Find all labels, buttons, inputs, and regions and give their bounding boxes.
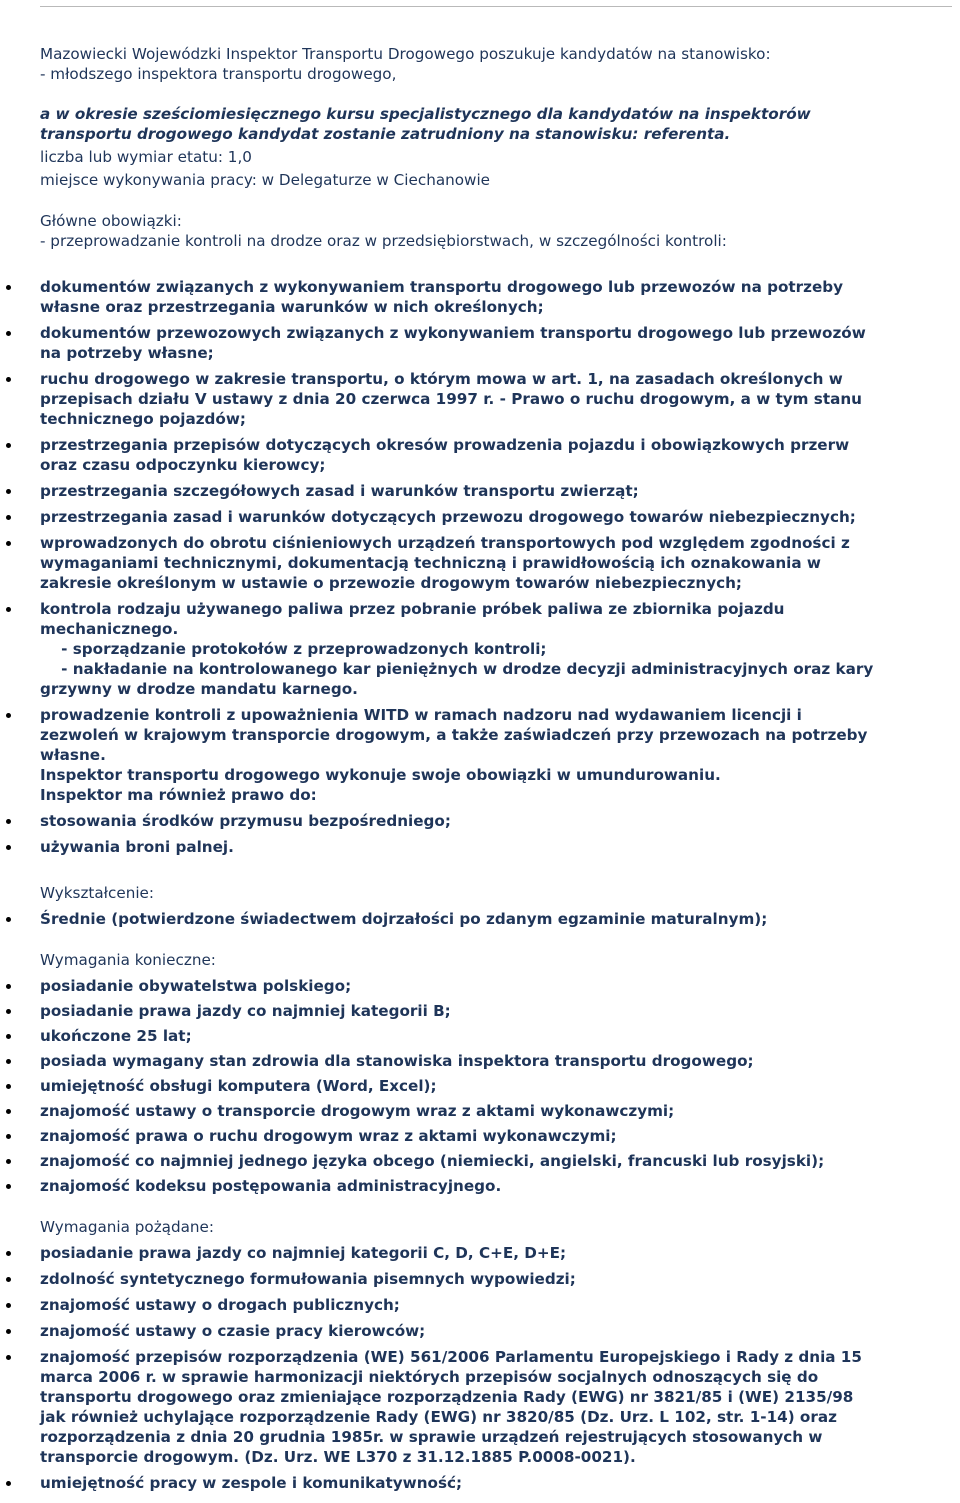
intro-heading-line: - młodszego inspektora transportu drogowego,: [40, 65, 397, 83]
list-item-line: grzywny w drodze mandatu karnego.: [40, 680, 358, 698]
list-item: [40, 369, 952, 429]
job-location: miejsce wykonywania pracy: w Delegaturze w Ciechanowie: [40, 171, 491, 189]
list-item: [40, 1051, 952, 1071]
list-item-line: prowadzenie kontroli z upoważnienia WITD w ramach nadzoru nad wydawaniem licencji i: [40, 706, 802, 724]
list-item-line: - sporządzanie protokołów z przeprowadzonych kontroli;: [40, 640, 547, 658]
education-title: Wykształcenie:: [40, 884, 154, 902]
education-section: [40, 883, 952, 929]
list-item-line: transporcie drogowym. (Dz. Urz. WE L370 z 31.12.1885 P.0008-0021).: [40, 1448, 636, 1466]
required-section: [40, 950, 952, 1196]
duties-title: Główne obowiązki:: [40, 212, 182, 230]
list-item-line: technicznego pojazdów;: [40, 410, 246, 428]
list-item-line: znajomość kodeksu postępowania administracyjnego.: [40, 1177, 502, 1195]
duties-list: [40, 277, 952, 857]
list-item: [40, 1347, 952, 1467]
list-item-line: własne.: [40, 746, 106, 764]
list-item: [40, 323, 952, 363]
list-item: [40, 1473, 952, 1493]
list-item: [40, 1151, 952, 1171]
intro-italic-line: a w okresie sześciomiesięcznego kursu specjalistycznego dla kandydatów na inspektorów: [40, 105, 811, 123]
list-item: [40, 976, 952, 996]
list-item: [40, 1001, 952, 1021]
list-item-line: dokumentów przewozowych związanych z wykonywaniem transportu drogowego lub przewozów: [40, 324, 866, 342]
list-item-line: Średnie (potwierdzone świadectwem dojrzałości po zdanym egzaminie maturalnym);: [40, 910, 768, 928]
list-item-line: posiadanie prawa jazdy co najmniej kategorii C, D, C+E, D+E;: [40, 1244, 567, 1262]
list-item: [40, 435, 952, 475]
list-item: [40, 837, 952, 857]
list-item-line: przestrzegania zasad i warunków dotyczących przewozu drogowego towarów niebezpiecznych;: [40, 508, 856, 526]
list-item-line: stosowania środków przymusu bezpośredniego;: [40, 812, 451, 830]
list-item-line: znajomość ustawy o drogach publicznych;: [40, 1296, 400, 1314]
intro-italic-line: transportu drogowego kandydat zostanie zatrudniony na stanowisku: referenta.: [40, 125, 731, 143]
list-item: [40, 599, 952, 699]
job-details: [40, 147, 952, 190]
list-item: [40, 277, 952, 317]
list-item: [40, 481, 952, 501]
list-item-line: wymaganiami technicznymi, dokumentacją techniczną i prawidłowością ich oznakowania w: [40, 554, 821, 572]
list-item-line: używania broni palnej.: [40, 838, 234, 856]
list-item: [40, 909, 952, 929]
list-item-line: umiejętność pracy w zespole i komunikatywność;: [40, 1474, 463, 1492]
list-item: [40, 1321, 952, 1341]
list-item-line: znajomość co najmniej jednego języka obcego (niemiecki, angielski, francuski lub rosyjski);: [40, 1152, 825, 1170]
list-item-line: ukończone 25 lat;: [40, 1027, 192, 1045]
required-title: Wymagania konieczne:: [40, 951, 216, 969]
list-item: [40, 1026, 952, 1046]
list-item-line: umiejętność obsługi komputera (Word, Excel);: [40, 1077, 437, 1095]
list-item-line: wprowadzonych do obrotu ciśnieniowych urządzeń transportowych pod względem zgodności z: [40, 534, 850, 552]
list-item-line: mechanicznego.: [40, 620, 179, 638]
list-item-line: kontrola rodzaju używanego paliwa przez pobranie próbek paliwa ze zbiornika pojazdu: [40, 600, 785, 618]
list-item-line: Inspektor ma również prawo do:: [40, 786, 317, 804]
desired-section: [40, 1217, 952, 1493]
list-item: [40, 811, 952, 831]
list-item-line: znajomość ustawy o transporcie drogowym wraz z aktami wykonawczymi;: [40, 1102, 675, 1120]
list-item-line: przepisach działu V ustawy z dnia 20 czerwca 1997 r. - Prawo o ruchu drogowym, a w tym stanu: [40, 390, 862, 408]
list-item-line: zakresie określonym w ustawie o przewozie drogowym towarów niebezpiecznych;: [40, 574, 742, 592]
list-item-line: przestrzegania przepisów dotyczących okresów prowadzenia pojazdu i obowiązkowych przerw: [40, 436, 850, 454]
duties-lead: - przeprowadzanie kontroli na drodze oraz w przedsiębiorstwach, w szczególności kontroli:: [40, 232, 727, 250]
list-item: [40, 1126, 952, 1146]
job-offer-document: [40, 44, 952, 1493]
intro-heading-line: Mazowiecki Wojewódzki Inspektor Transportu Drogowego poszukuje kandydatów na stanowisko:: [40, 45, 771, 63]
list-item-line: Inspektor transportu drogowego wykonuje swoje obowiązki w umundurowaniu.: [40, 766, 721, 784]
list-item-line: transportu drogowego oraz zmieniające rozporządzenia Rady (EWG) nr 3821/85 i (WE) 2135/98: [40, 1388, 854, 1406]
list-item-line: marca 2006 r. w sprawie harmonizacji niektórych przepisów socjalnych odnoszących się do: [40, 1368, 819, 1386]
list-item: [40, 705, 952, 805]
list-item-line: znajomość przepisów rozporządzenia (WE) 561/2006 Parlamentu Europejskiego i Rady z dnia 15: [40, 1348, 862, 1366]
desired-title: Wymagania pożądane:: [40, 1218, 215, 1236]
list-item-line: dokumentów związanych z wykonywaniem transportu drogowego lub przewozów na potrzeby: [40, 278, 844, 296]
desired-list: [40, 1243, 952, 1493]
duties-section: [40, 211, 952, 857]
job-etat: liczba lub wymiar etatu: 1,0: [40, 148, 252, 166]
list-item-line: zdolność syntetycznego formułowania pisemnych wypowiedzi;: [40, 1270, 576, 1288]
list-item-line: posiadanie obywatelstwa polskiego;: [40, 977, 352, 995]
top-rule: [40, 6, 952, 7]
list-item: [40, 1101, 952, 1121]
list-item-line: jak również uchylające rozporządzenie Rady (EWG) nr 3820/85 (Dz. Urz. L 102, str. 1-14) oraz: [40, 1408, 837, 1426]
required-list: [40, 976, 952, 1196]
list-item-line: rozporządzenia z dnia 20 grudnia 1985r. w sprawie urządzeń rejestrujących stosowanych w: [40, 1428, 823, 1446]
intro-italic-note: [40, 104, 952, 144]
list-item-line: ruchu drogowego w zakresie transportu, o którym mowa w art. 1, na zasadach określonych w: [40, 370, 843, 388]
education-list: [40, 909, 952, 929]
list-item: [40, 1269, 952, 1289]
intro-heading: [40, 44, 952, 84]
list-item-line: oraz czasu odpoczynku kierowcy;: [40, 456, 326, 474]
list-item-line: przestrzegania szczegółowych zasad i warunków transportu zwierząt;: [40, 482, 639, 500]
list-item-line: posiada wymagany stan zdrowia dla stanowiska inspektora transportu drogowego;: [40, 1052, 754, 1070]
list-item-line: na potrzeby własne;: [40, 344, 214, 362]
list-item: [40, 533, 952, 593]
list-item: [40, 1176, 952, 1196]
list-item-line: własne oraz przestrzegania warunków w nich określonych;: [40, 298, 544, 316]
list-item: [40, 1295, 952, 1315]
list-item-line: zezwoleń w krajowym transporcie drogowym, a także zaświadczeń przy przewozach na potrzeby: [40, 726, 868, 744]
list-item: [40, 1076, 952, 1096]
list-item-line: - nakładanie na kontrolowanego kar pieniężnych w drodze decyzji administracyjnych oraz kary: [40, 660, 874, 678]
list-item: [40, 1243, 952, 1263]
list-item-line: znajomość ustawy o czasie pracy kierowców;: [40, 1322, 426, 1340]
list-item-line: posiadanie prawa jazdy co najmniej kategorii B;: [40, 1002, 451, 1020]
list-item: [40, 507, 952, 527]
list-item-line: znajomość prawa o ruchu drogowym wraz z aktami wykonawczymi;: [40, 1127, 617, 1145]
